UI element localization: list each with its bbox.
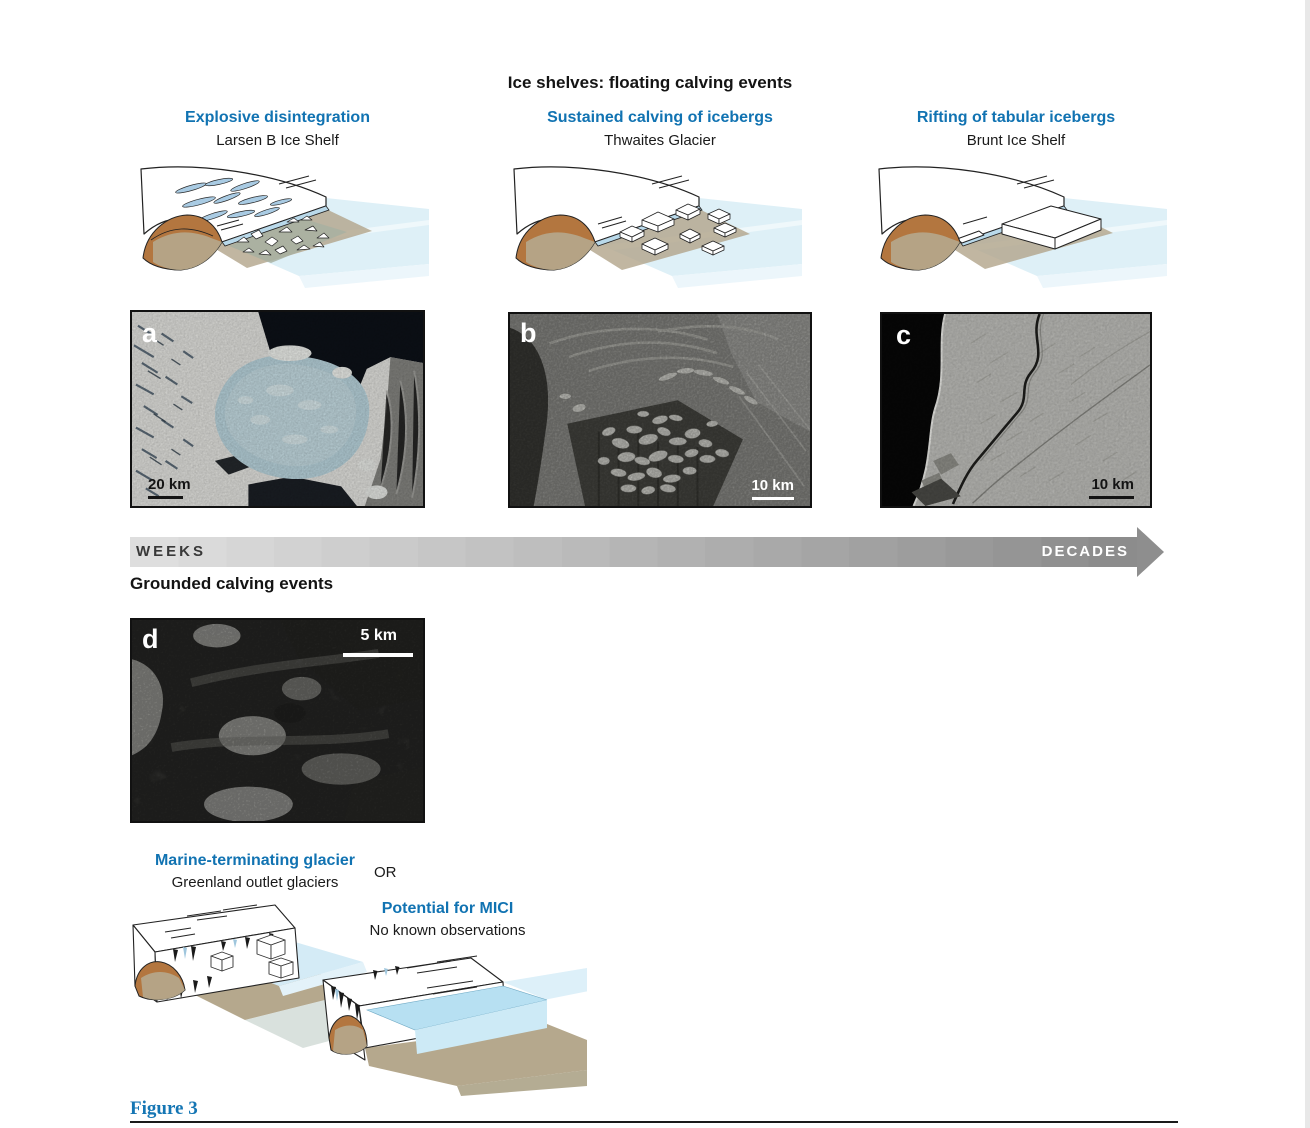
scale-label-10km-c: 10 km <box>1091 476 1134 493</box>
satellite-photo-brunt <box>880 312 1152 508</box>
subheading-greenland-outlet: Greenland outlet glaciers <box>171 874 339 891</box>
heading-explosive-disintegration: Explosive disintegration <box>185 109 370 126</box>
subheading-thwaites: Thwaites Glacier <box>604 132 716 149</box>
ice-shelf-schematic-sustained-icon <box>493 162 811 300</box>
photo-label-d: d <box>142 624 159 654</box>
scale-bar-c <box>1089 496 1134 499</box>
satellite-photo-larsen-b <box>130 310 425 508</box>
timescale-decades-label: DECADES <box>1041 543 1129 560</box>
heading-rifting-tabular: Rifting of tabular icebergs <box>916 109 1116 126</box>
scale-label-20km: 20 km <box>148 476 191 493</box>
scale-bar-b <box>752 497 794 500</box>
heading-sustained-calving: Sustained calving of icebergs <box>547 109 773 126</box>
scale-bar-a <box>148 496 183 499</box>
column-heading-larsen <box>130 106 425 152</box>
heading-marine-terminating: Marine-terminating glacier <box>154 852 356 869</box>
photo-label-b: b <box>520 318 537 348</box>
timescale-arrow <box>130 537 1137 567</box>
timescale-arrowhead-icon <box>1137 527 1164 577</box>
scale-label-5km: 5 km <box>360 627 397 644</box>
subheading-no-observations: No known observations <box>369 922 526 939</box>
column-heading-brunt <box>874 106 1158 152</box>
grounded-glacier-schematics-icon <box>127 898 587 1098</box>
satellite-photo-grounded-glacier <box>130 618 425 823</box>
figure-number-label: Figure 3 <box>130 1098 198 1119</box>
timescale-weeks-label: WEEKS <box>136 543 207 560</box>
satellite-photo-thwaites <box>508 312 812 508</box>
column-heading-thwaites <box>508 106 812 152</box>
heading-potential-mici: Potential for MICI <box>381 900 514 917</box>
bottom-rule <box>130 1121 1178 1123</box>
scale-label-10km-b: 10 km <box>751 477 794 494</box>
floating-calving-title: Ice shelves: floating calving events <box>507 73 793 92</box>
marine-terminating-label-block <box>130 850 380 894</box>
photo-label-a: a <box>142 318 158 348</box>
ice-shelf-schematic-explosive-icon <box>128 162 430 300</box>
or-label: OR <box>374 864 397 881</box>
grounded-calving-title: Grounded calving events <box>130 574 334 593</box>
subheading-brunt: Brunt Ice Shelf <box>966 132 1066 149</box>
photo-label-c: c <box>896 320 912 350</box>
ice-shelf-schematic-rifting-icon <box>858 162 1176 300</box>
subheading-larsen-b: Larsen B Ice Shelf <box>216 132 339 149</box>
page-edge-strip <box>1305 0 1310 1128</box>
scale-bar-d <box>343 653 413 657</box>
